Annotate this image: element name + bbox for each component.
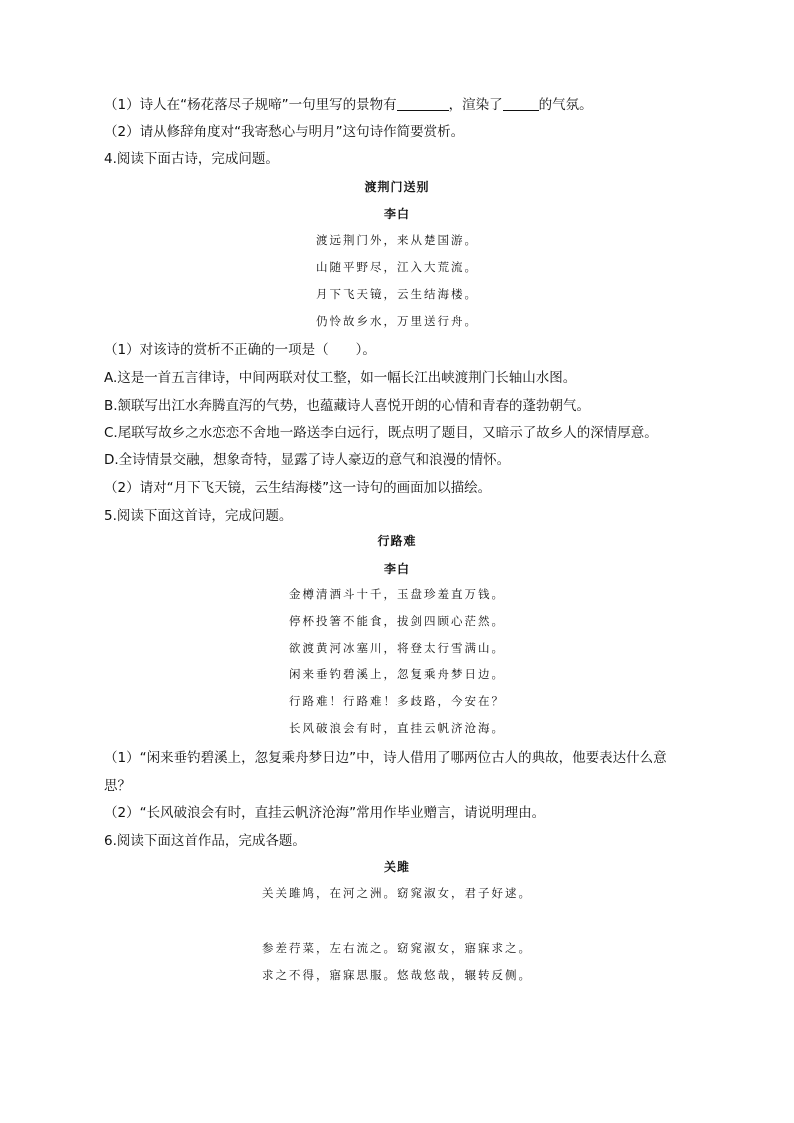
q6-intro: 6.阅读下面这首作品，完成各题。 (104, 833, 306, 849)
q4-verse: 渡远荆门外，来从楚国游。 (316, 233, 478, 247)
answer-blank-2[interactable] (503, 96, 539, 111)
q3-sub1-text-before: （1）诗人在“杨花落尽子规啼”一句里写的景物有 (104, 97, 397, 113)
q4-option-d: D.全诗情景交融，想象奇特，显露了诗人豪迈的意气和浪漫的情怀。 (104, 452, 511, 468)
q5-verse: 行路难！行路难！多歧路，今安在？ (289, 694, 505, 708)
q4-sub1: （1）对该诗的赏析不正确的一项是（ ）。 (104, 342, 376, 358)
q4-option-c: C.尾联写故乡之水恋恋不舍地一路送李白远行，既点明了题目，又暗示了故乡人的深情厚意。 (104, 425, 658, 441)
q4-intro: 4.阅读下面古诗，完成问题。 (104, 151, 279, 167)
q3-sub1-text-middle: ，渲染了 (448, 97, 503, 113)
q3-sub1 (104, 95, 593, 115)
q5-verse: 停杯投箸不能食，拔剑四顾心茫然。 (289, 614, 505, 628)
q5-verse: 欲渡黄河冰塞川，将登太行雪满山。 (289, 641, 505, 655)
q6-verse: 参差荇菜，左右流之。窈窕淑女，寤寐求之。 (262, 941, 532, 955)
q5-intro: 5.阅读下面这首诗，完成问题。 (104, 508, 293, 524)
q5-verse: 长风破浪会有时，直挂云帆济沧海。 (289, 721, 505, 735)
q4-verse: 月下飞天镜，云生结海楼。 (316, 287, 478, 301)
answer-blank-1[interactable] (397, 96, 449, 111)
q5-verse: 闲来垂钓碧溪上，忽复乘舟梦日边。 (289, 667, 505, 681)
q6-verse: 关关雎鸠，在河之洲。窈窕淑女，君子好逑。 (262, 886, 532, 900)
q6-poem-title: 关雎 (383, 860, 410, 874)
q4-poem-author: 李白 (383, 207, 410, 221)
q4-option-b: B.颔联写出江水奔腾直泻的气势，也蕴藏诗人喜悦开朗的心情和青春的蓬勃朝气。 (104, 398, 591, 414)
q4-option-a: A.这是一首五言律诗，中间两联对仗工整，如一幅长江出峡渡荆门长轴山水图。 (104, 370, 577, 386)
q5-poem-title: 行路难 (377, 534, 417, 548)
q4-poem-title: 渡荆门送别 (364, 180, 430, 194)
q6-verse: 求之不得，寤寐思服。悠哉悠哉，辗转反侧。 (262, 968, 532, 982)
q5-sub2: （2）“长风破浪会有时，直挂云帆济沧海”常用作毕业赠言，请说明理由。 (104, 805, 546, 821)
q3-sub2: （2）请从修辞角度对“我寄愁心与明月”这句诗作简要赏析。 (104, 124, 465, 140)
q5-verse: 金樽清酒斗十千，玉盘珍羞直万钱。 (289, 587, 505, 601)
q4-verse: 山随平野尽，江入大荒流。 (316, 260, 478, 274)
q4-verse: 仍怜故乡水，万里送行舟。 (316, 314, 478, 328)
q5-sub1-line1: （1）“闲来垂钓碧溪上，忽复乘舟梦日边”中，诗人借用了哪两位古人的典故，他要表达什么意 (104, 750, 667, 766)
q5-sub1-line2: 思？ (104, 778, 131, 794)
q5-poem-author: 李白 (383, 562, 410, 576)
q3-sub1-text-after: 的气氛。 (538, 97, 593, 113)
q4-sub2: （2）请对“月下飞天镜，云生结海楼”这一诗句的画面加以描绘。 (104, 480, 492, 496)
